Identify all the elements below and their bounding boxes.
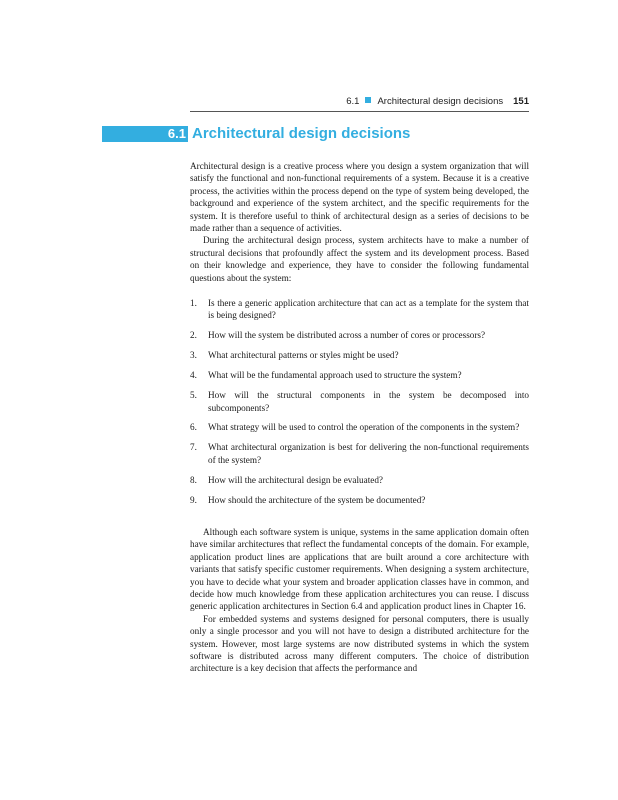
list-number: 6. (190, 422, 197, 433)
page-number: 151 (513, 96, 529, 107)
paragraph: Although each software system is unique, systems in the same application domain often have similar architectures that reflect the fundamental concepts of the domain. For example, application product lines are applications that are built around a core architecture with variants that satisfy specific customer requirements. When designing a system architecture, you have to decide what your system and broader application classes have in common, and decide how much knowledge from these application architectures you can reuse. I discuss generic application architectures in Section 6.4 and application product lines in Chapter 16. (190, 526, 529, 612)
question-list (190, 297, 529, 506)
list-item-text: What strategy will be used to control the operation of the components in the system? (208, 422, 520, 433)
square-bullet-icon (365, 97, 371, 103)
list-number: 5. (190, 390, 197, 401)
paragraph: During the architectural design process, system architects have to make a number of structural decisions that profoundly affect the system and its development process. Based on their knowledge and experience, they have to consider the following fundamental questions about the system: (190, 235, 529, 283)
header-title: Architectural design decisions (377, 96, 504, 107)
list-item-text: How will the system be distributed across a number of cores or processors? (208, 330, 486, 341)
list-item (190, 329, 529, 341)
list-item-text: What architectural patterns or styles might be used? (208, 350, 399, 361)
list-item (190, 389, 529, 414)
list-number: 8. (190, 474, 197, 485)
list-number: 9. (190, 494, 197, 505)
list-item-text: How will the architectural design be evaluated? (208, 474, 384, 485)
section-title: Architectural design decisions (192, 125, 411, 142)
list-item (190, 297, 529, 322)
list-item-text: Is there a generic application architecture that can act as a template for the system that is being designed? (208, 298, 529, 321)
list-item (190, 474, 529, 486)
header-rule (190, 111, 529, 112)
header-section-number: 6.1 (346, 96, 360, 107)
section-number-badge: 6.1 (102, 126, 188, 142)
list-item-text: What architectural organization is best for delivering the non-functional requirements of the system? (208, 442, 529, 465)
list-number: 3. (190, 350, 197, 361)
list-item (190, 349, 529, 361)
list-item (190, 421, 529, 433)
list-item (190, 494, 529, 506)
list-item (190, 369, 529, 381)
list-item-text: How should the architecture of the system be documented? (208, 494, 426, 505)
body-text (190, 160, 529, 675)
paragraph: Architectural design is a creative process where you design a system organization that will satisfy the functional and non-functional requirements of a system. Because it is a creative process, the activities within the process depend on the type of system being developed, the background and experience of the system architect, and the specific requirements for the system. It is therefore useful to think of architectural design as a series of decisions to be made rather than a sequence of activities. (190, 161, 529, 234)
list-item (190, 441, 529, 466)
list-item-text: What will be the fundamental approach used to structure the system? (208, 370, 462, 381)
running-header (190, 94, 529, 110)
list-number: 7. (190, 442, 197, 453)
list-number: 2. (190, 330, 197, 341)
list-item-text: How will the structural components in the system be decomposed into subcomponents? (208, 390, 529, 413)
paragraph: For embedded systems and systems designed for personal computers, there is usually only a single processor and you will not have to design a distributed architecture for the system. However, most large systems are now distributed systems in which the system software is distributed across many different computers. The choice of distribution architecture is a key decision that affects the performance and (190, 613, 529, 674)
list-number: 4. (190, 370, 197, 381)
list-number: 1. (190, 298, 197, 309)
